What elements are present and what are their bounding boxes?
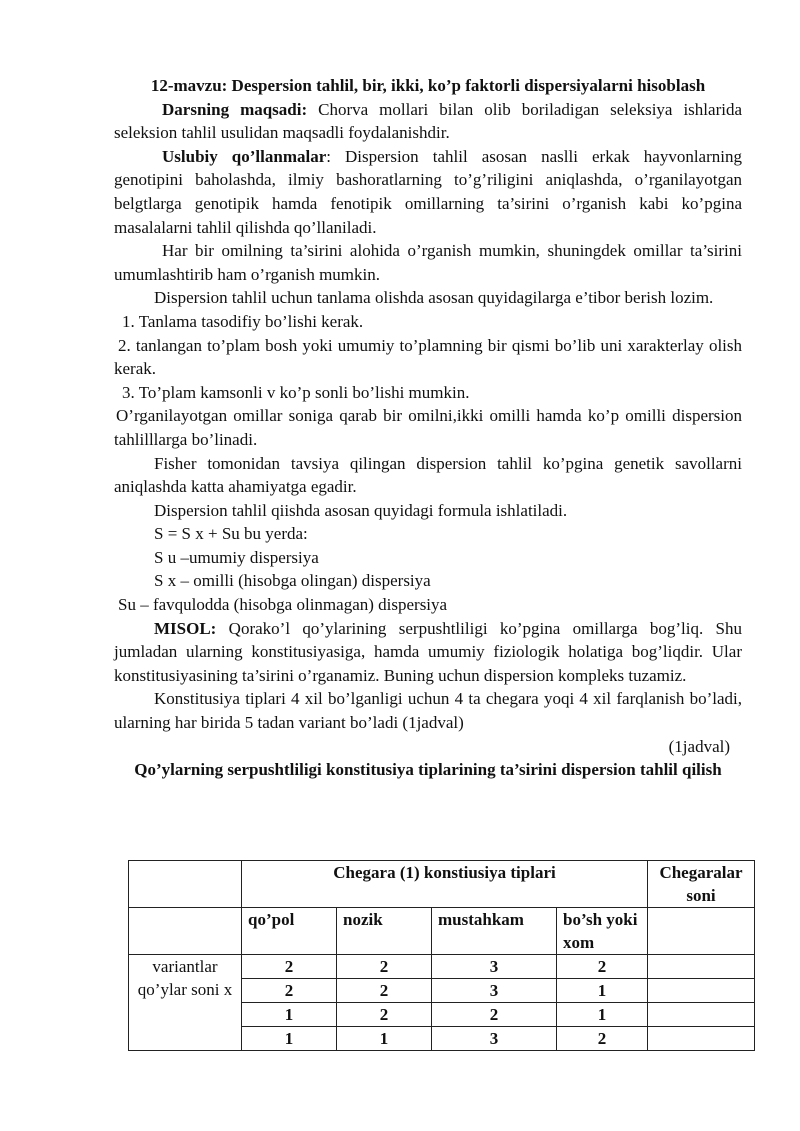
method-paragraph [114,145,742,239]
table-cell-empty [129,908,242,955]
table-header-group: Chegara (1) konstiusiya tiplari [242,861,648,908]
table-header-count: Chegaralar soni [648,861,755,908]
table-cell: 1 [242,1027,337,1051]
table-column-header: bo’sh yoki xom [557,908,648,955]
goal-paragraph [114,98,742,145]
table-cell: 3 [432,1027,557,1051]
table-cell: 2 [337,979,432,1003]
table-cell-empty [129,861,242,908]
document-page [114,74,742,782]
example-text: Qorako’l qo’ylarining serpushtliligi ko’pgina omillarga bog’liq. Shu jumladan ularning konstitusiyasiga, hamda umumiy fiziologik holatiga bog’liqdir. Ular konstitusiyasining ta’sirini o’rganamiz. Buning uchun dispersion kompleks tuzamiz. [114,618,742,685]
example-paragraph [114,617,742,688]
goal-text: Chorva mollari bilan olib boriladigan seleksiya ishlarida seleksion tahlil usulidan maqsadli foydalanishdir. [114,99,742,143]
table-cell: 1 [337,1027,432,1051]
table-cell-empty [648,1003,755,1027]
definition-factor: S x – omilli (hisobga olingan) dispersiya [154,571,431,591]
paragraph-6: Konstitusiya tiplari 4 xil bo’lganligi uchun 4 ta chegara yoqi 4 xil farqlanish bo’ladi, ularning har birida 5 tadan variant bo’ladi (1jadval) [114,689,742,733]
paragraph-3: O’rganilayotgan omillar soniga qarab bir omilni,ikki omilli hamda ko’p omilli dispersion tahlilllarga bo’linadi. [114,406,742,449]
table-cell-empty [648,955,755,979]
list-item: 1. Tanlama tasodifiy bo’lishi kerak. [122,311,364,331]
table-cell-empty [648,1027,755,1051]
table-cell: 2 [557,955,648,979]
paragraph-2: Dispersion tahlil uchun tanlama olishda asosan quyidagilarga e’tibor berish lozim. [154,288,714,308]
definition-random: Su – favqulodda (hisobga olinmagan) dispersiya [118,595,448,615]
table-row [129,955,755,979]
document-title: 12-mavzu: Despersion tahlil, bir, ikki, ko’p faktorli dispersiyalarni hisoblash [150,76,706,95]
method-label: Uslubiy qo’llanmalar [162,146,327,166]
table-row [129,861,755,908]
table-cell: 2 [432,1003,557,1027]
table-cell: 3 [432,955,557,979]
example-label: MISOL: [154,618,217,638]
table-cell: 2 [337,1003,432,1027]
table-column-header: qo’pol [242,908,337,955]
table-cell: 1 [242,1003,337,1027]
table-row-label: variantlar qo’ylar soni x [129,955,242,1051]
paragraph-1: Har bir omilning ta’sirini alohida o’rganish mumkin, shuningdek omillar ta’sirini umumlashtirib ham o’rganish mumkin. [114,241,742,284]
paragraph-4: Fisher tomonidan tavsiya qilingan dispersion tahlil ko’pgina genetik savollarni aniqlashda katta ahamiyatga egadir. [114,453,742,497]
definition-total: S u –umumiy dispersiya [154,547,319,567]
table-column-header: nozik [337,908,432,955]
table-cell: 2 [557,1027,648,1051]
method-text: : Dispersion tahlil asosan naslli erkak hayvonlarning genotipini baholashda, ilmiy bashoratlarning to’g’riligini aniqlashda, o’rganilayotgan belgtlarga genotipik hamda fenotipik omillarning ta’sirini o’rganish kabi ko’pgina masalalarni tahlil qilishda qo’llaniladi. [114,146,742,237]
table-cell: 1 [557,1003,648,1027]
data-table [128,860,755,1051]
list-item: 2. tanlangan to’plam bosh yoki umumiy to’plamning bir qismi bo’lib uni xarakterlay olish kerak. [114,335,742,379]
table-cell: 2 [337,955,432,979]
table-row [129,908,755,955]
table-cell-empty [648,979,755,1003]
table-column-header: mustahkam [432,908,557,955]
table-reference: (1jadval) [668,736,730,756]
table-cell: 3 [432,979,557,1003]
formula: S = S x + Su bu yerda: [154,524,308,544]
paragraph-5: Dispersion tahlil qiishda asosan quyidagi formula ishlatiladi. [154,500,568,520]
table-cell: 2 [242,955,337,979]
table-cell: 2 [242,979,337,1003]
goal-label: Darsning maqsadi: [162,99,308,119]
list-item: 3. To’plam kamsonli v ko’p sonli bo’lishi mumkin. [122,382,470,402]
table-caption: Qo’ylarning serpushtliligi konstitusiya tiplarining ta’sirini dispersion tahlil qilish [134,760,722,780]
table-cell: 1 [557,979,648,1003]
table-cell-empty [648,908,755,955]
